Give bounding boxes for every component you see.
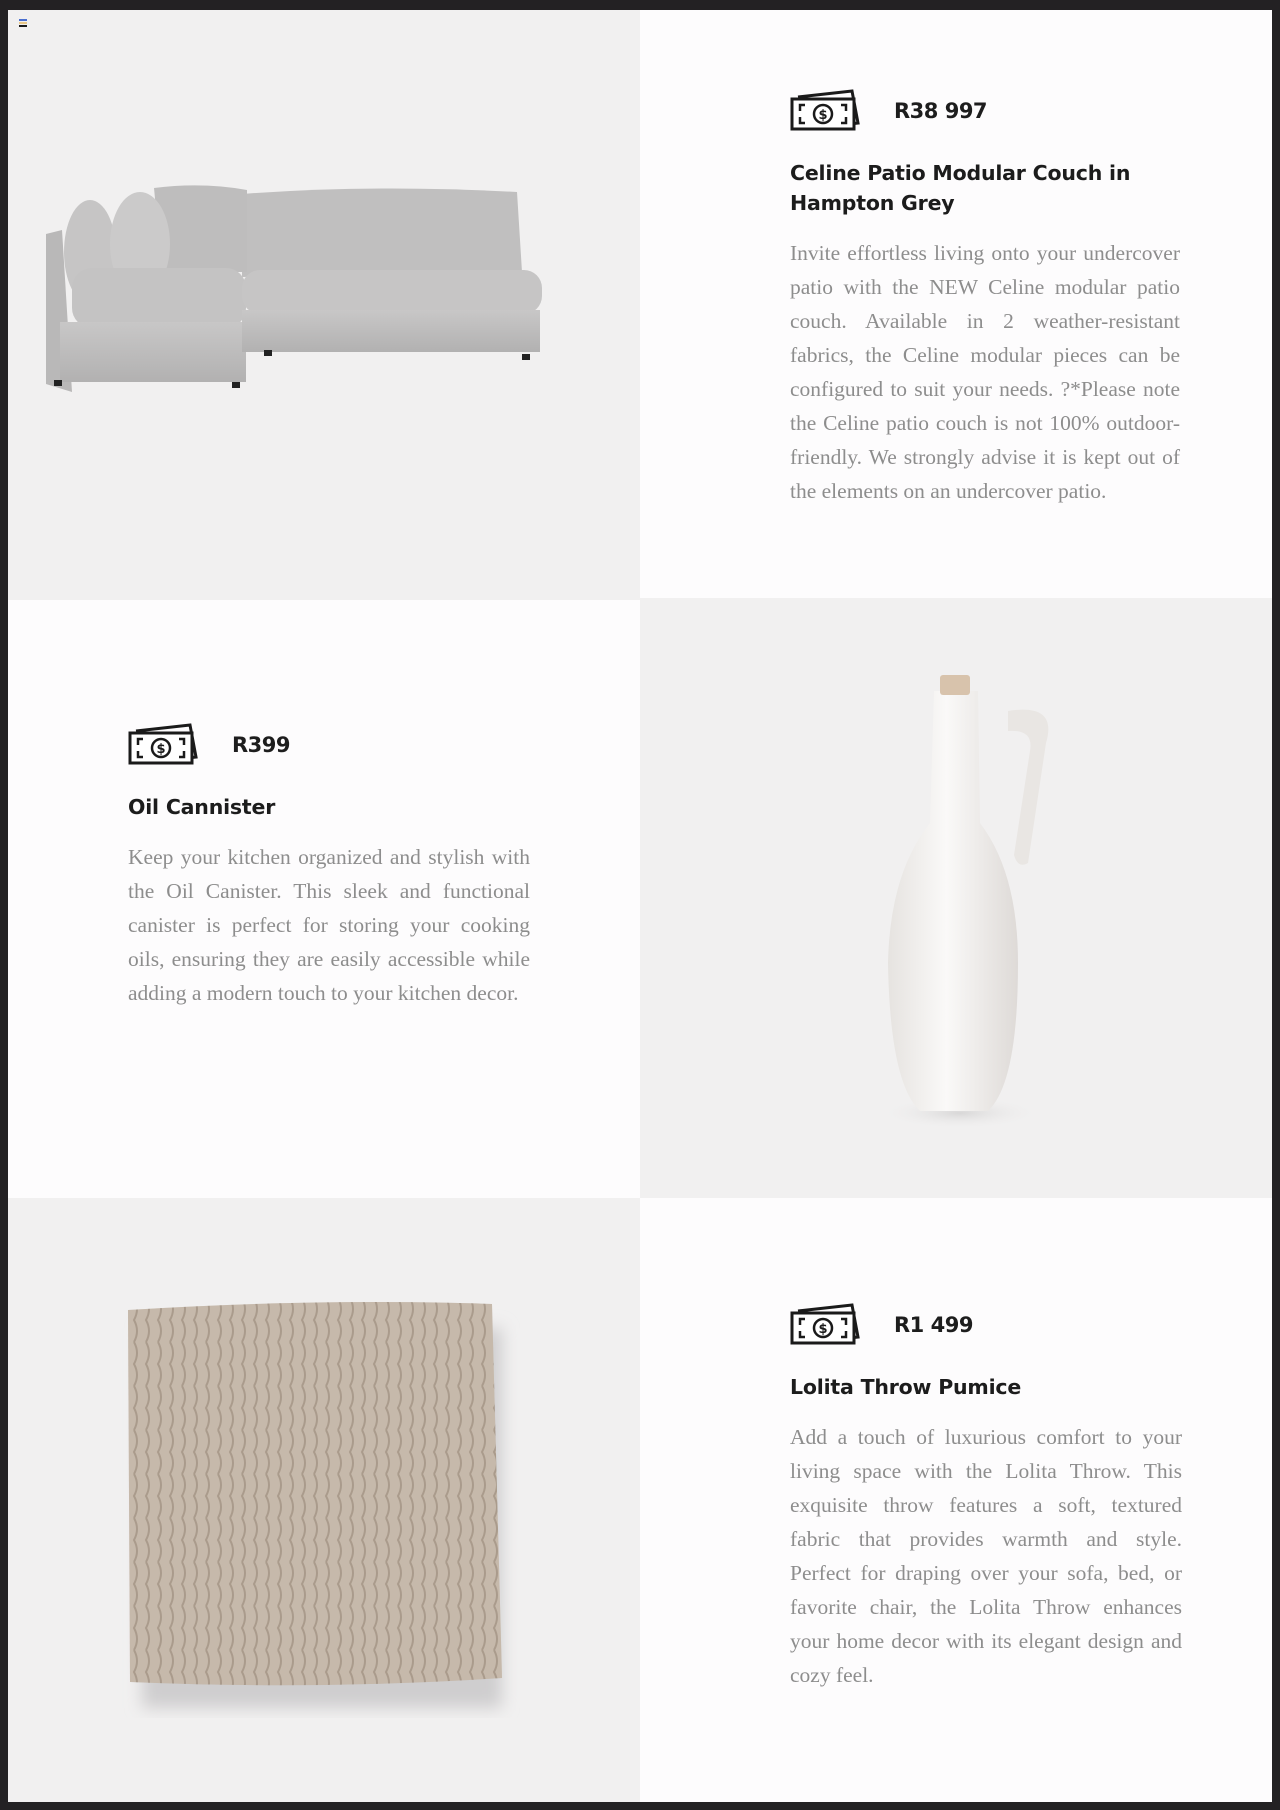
product-price: R38 997 bbox=[894, 99, 988, 123]
product-description: Add a touch of luxurious comfort to your living space with the Lolita Throw. This exquisite throw features a soft, textured fabric that provides warmth and style. Perfect for draping over your sofa, bed, or favorite chair, the Lolita Throw enhances your home decor with its elegant design and cozy feel. bbox=[790, 1425, 1182, 1687]
oil-info-panel bbox=[8, 600, 640, 1198]
product-title: Oil Cannister bbox=[128, 795, 276, 819]
price-row bbox=[790, 86, 1180, 136]
product-description: Keep your kitchen organized and stylish with the Oil Canister. This sleek and functional canister is perfect for storing your cooking oils, ensuring they are easily accessible while adding a modern touch to your kitchen decor. bbox=[128, 845, 530, 1005]
catalogue-page bbox=[8, 10, 1272, 1802]
money-icon bbox=[790, 1301, 862, 1349]
couch-image bbox=[42, 172, 602, 392]
price-row bbox=[128, 720, 530, 770]
couch-info-panel bbox=[640, 10, 1272, 598]
product-price: R399 bbox=[232, 733, 291, 757]
money-icon bbox=[790, 87, 862, 135]
menu-icon[interactable] bbox=[19, 19, 27, 27]
oil-image-panel bbox=[640, 598, 1272, 1198]
throw-image-panel bbox=[8, 1198, 640, 1802]
product-price: R1 499 bbox=[894, 1313, 973, 1337]
product-title: Lolita Throw Pumice bbox=[790, 1375, 1022, 1399]
money-icon bbox=[128, 721, 200, 769]
product-title: Celine Patio Modular Couch in Hampton Grey bbox=[790, 161, 1131, 215]
svg-text:$: $ bbox=[818, 1322, 828, 1337]
couch-image-panel bbox=[8, 10, 640, 600]
oil-bottle-image bbox=[868, 663, 1088, 1133]
price-row bbox=[790, 1300, 1182, 1350]
product-description: Invite effortless living onto your undercover patio with the NEW Celine modular patio couch. Available in 2 weather-resistant fabrics, the Celine modular pieces can be configured to suit your needs. ?*Please note the Celine patio couch is not 100% outdoor-friendly. We strongly advise it is kept out of the elements on an undercover patio. bbox=[790, 241, 1180, 503]
svg-text:$: $ bbox=[156, 742, 166, 757]
throw-image bbox=[120, 1298, 520, 1718]
throw-info-panel bbox=[640, 1198, 1272, 1802]
svg-text:$: $ bbox=[818, 108, 828, 123]
